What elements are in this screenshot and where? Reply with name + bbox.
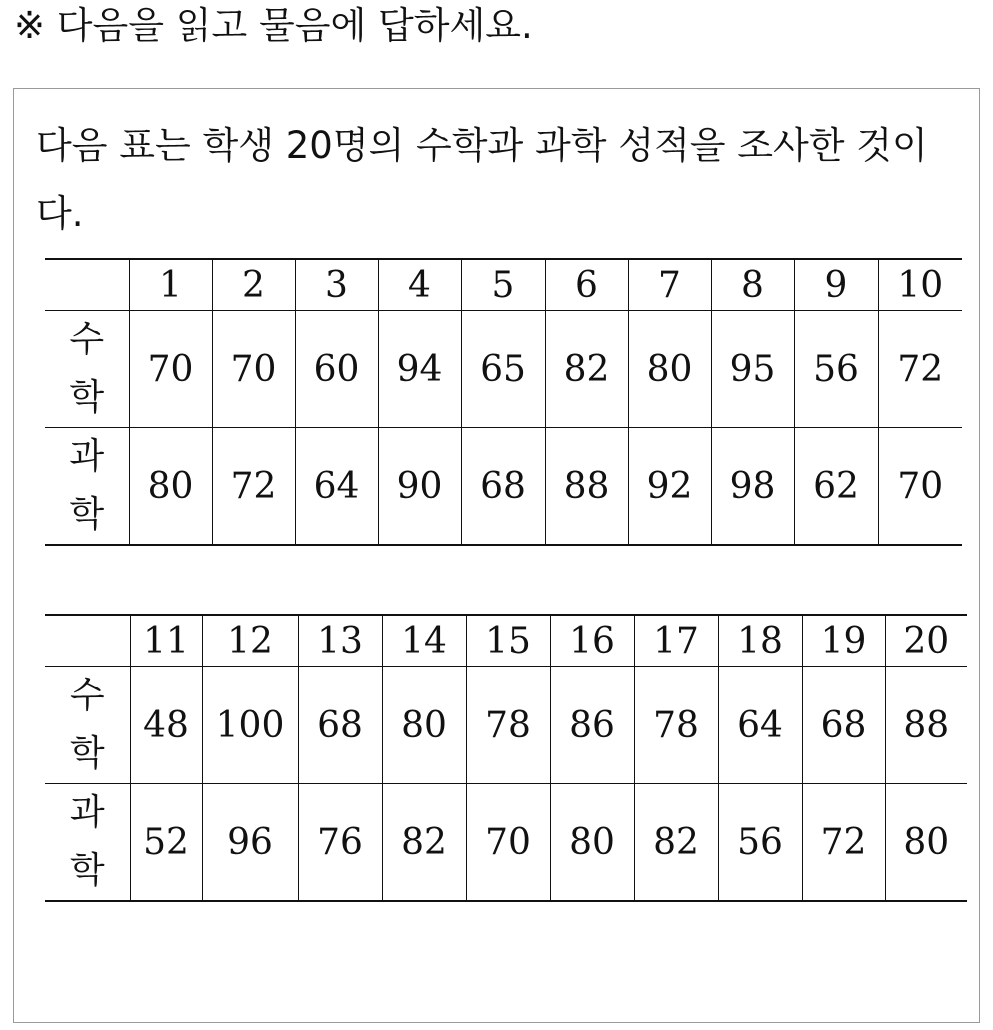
score-cell: 56 [718, 784, 802, 902]
student-number-cell: 10 [878, 259, 962, 311]
subject-label: 수학 [69, 319, 105, 418]
score-cell: 72 [878, 311, 962, 428]
score-cell: 70 [466, 784, 550, 902]
score-cell: 86 [550, 667, 634, 784]
score-cell: 68 [802, 667, 885, 784]
subject-label: 수학 [69, 675, 105, 774]
score-cell: 88 [885, 667, 967, 784]
student-number-cell: 16 [550, 615, 634, 667]
student-number-cell: 15 [466, 615, 550, 667]
score-cell: 80 [550, 784, 634, 902]
score-cell: 80 [885, 784, 967, 902]
student-number-row [45, 615, 967, 667]
score-cell: 70 [212, 311, 295, 428]
science-score-row [45, 784, 967, 902]
score-cell: 64 [718, 667, 802, 784]
instruction-text: ※ 다음을 읽고 물음에 답하세요. [14, 4, 533, 47]
student-number-cell: 1 [129, 259, 212, 311]
score-cell: 90 [378, 428, 461, 546]
math-score-row [45, 667, 967, 784]
score-cell: 98 [711, 428, 794, 546]
score-cell: 78 [634, 667, 718, 784]
score-table-1 [45, 258, 962, 546]
subject-label-cell [45, 784, 130, 902]
score-cell: 64 [295, 428, 378, 546]
subject-label-cell [45, 667, 130, 784]
score-cell: 62 [794, 428, 878, 546]
math-score-row [45, 311, 962, 428]
student-number-cell: 6 [545, 259, 628, 311]
student-number-cell: 19 [802, 615, 885, 667]
score-cell: 80 [628, 311, 711, 428]
subject-label: 과학 [69, 792, 105, 891]
score-table-2 [45, 614, 967, 902]
score-cell: 80 [382, 667, 466, 784]
student-number-cell: 4 [378, 259, 461, 311]
science-score-row [45, 428, 962, 546]
score-cell: 60 [295, 311, 378, 428]
score-cell: 82 [634, 784, 718, 902]
subject-label: 과학 [69, 436, 105, 535]
score-cell: 72 [212, 428, 295, 546]
subject-label-cell [45, 311, 129, 428]
student-number-cell: 17 [634, 615, 718, 667]
student-number-cell: 13 [298, 615, 382, 667]
corner-cell [45, 259, 129, 311]
student-number-cell: 12 [202, 615, 298, 667]
student-number-cell: 8 [711, 259, 794, 311]
score-cell: 82 [382, 784, 466, 902]
score-cell: 76 [298, 784, 382, 902]
score-cell: 95 [711, 311, 794, 428]
student-number-cell: 14 [382, 615, 466, 667]
score-cell: 96 [202, 784, 298, 902]
score-cell: 65 [461, 311, 545, 428]
score-cell: 48 [130, 667, 202, 784]
student-number-cell: 7 [628, 259, 711, 311]
score-cell: 52 [130, 784, 202, 902]
score-cell: 88 [545, 428, 628, 546]
corner-cell [45, 615, 130, 667]
student-number-cell: 20 [885, 615, 967, 667]
score-cell: 68 [461, 428, 545, 546]
score-cell: 78 [466, 667, 550, 784]
student-number-cell: 9 [794, 259, 878, 311]
student-number-row [45, 259, 962, 311]
student-number-cell: 18 [718, 615, 802, 667]
student-number-cell: 3 [295, 259, 378, 311]
subject-label-cell [45, 428, 129, 546]
score-cell: 82 [545, 311, 628, 428]
score-cell: 100 [202, 667, 298, 784]
score-cell: 92 [628, 428, 711, 546]
score-cell: 94 [378, 311, 461, 428]
score-cell: 70 [129, 311, 212, 428]
student-number-cell: 2 [212, 259, 295, 311]
score-cell: 72 [802, 784, 885, 902]
student-number-cell: 11 [130, 615, 202, 667]
passage-text: 다음 표는 학생 20명의 수학과 과학 성적을 조사한 것이다. [36, 124, 928, 235]
score-cell: 68 [298, 667, 382, 784]
student-number-cell: 5 [461, 259, 545, 311]
score-cell: 70 [878, 428, 962, 546]
score-cell: 80 [129, 428, 212, 546]
score-cell: 56 [794, 311, 878, 428]
